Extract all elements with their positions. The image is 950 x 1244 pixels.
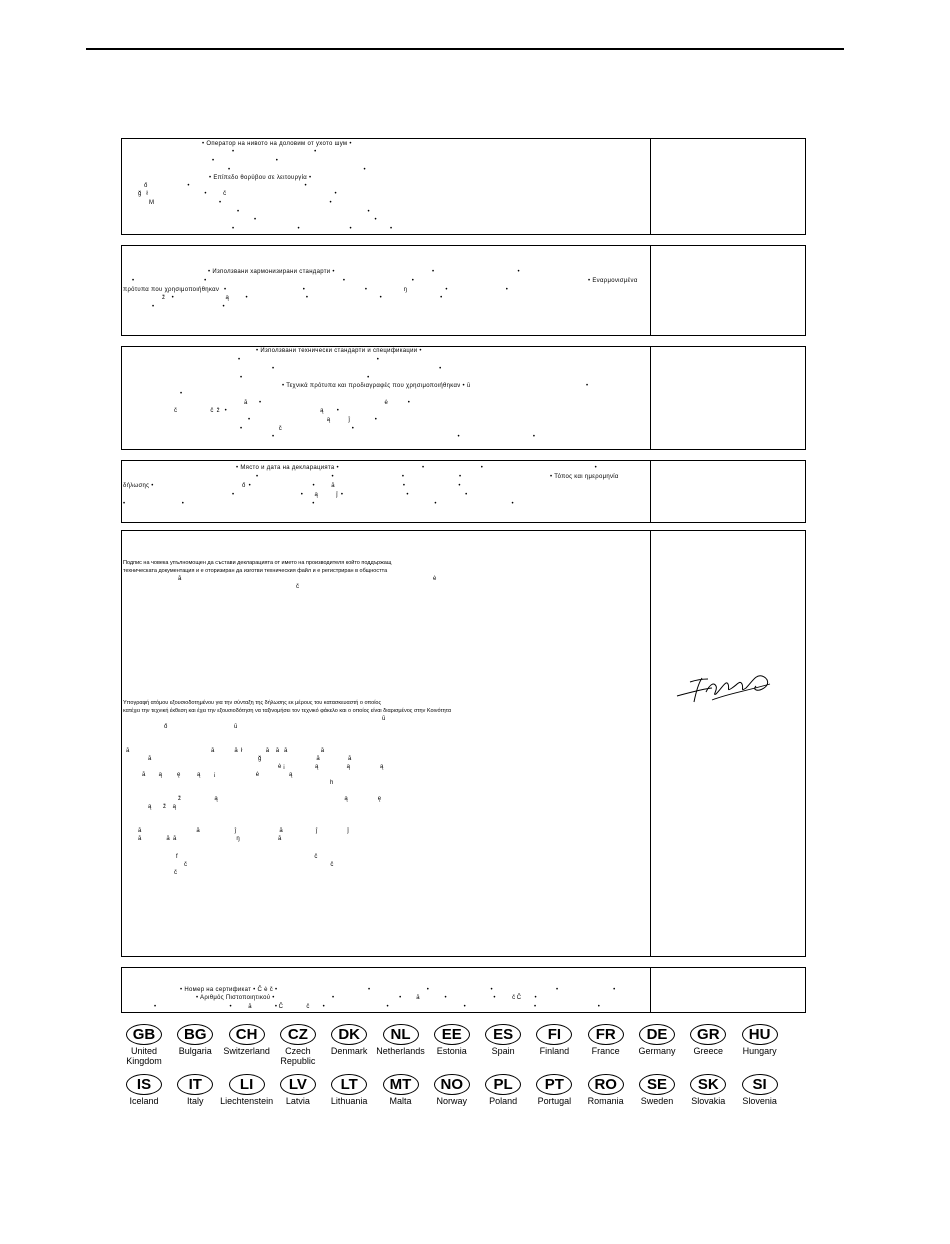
column-divider bbox=[650, 347, 651, 449]
noise-label-bg: Оператор на нивото на доловим от ухото шум bbox=[206, 141, 348, 147]
standards-label-bg: Използвани хармонизирани стандарти bbox=[212, 269, 331, 275]
signature-text-bg-1: Подпис на човека упълномощен да състави декларацията от името на производителя който поддържащ bbox=[123, 560, 392, 566]
country-code-oval: RO bbox=[588, 1074, 624, 1095]
column-divider bbox=[650, 461, 651, 522]
country-code-oval: PT bbox=[536, 1074, 572, 1095]
country-code-oval: SE bbox=[639, 1074, 675, 1095]
glyph-noise: ā ā ĵ ā ĵ ĵ bbox=[138, 828, 349, 834]
country-name: Romania bbox=[587, 1096, 624, 1106]
country-code-oval: SK bbox=[690, 1074, 726, 1095]
glyph-noise: ā ė bbox=[178, 576, 437, 582]
glyph-noise: č č ž • ą • bbox=[174, 408, 339, 414]
country-name: Finland bbox=[539, 1046, 570, 1056]
country-code-oval: NO bbox=[434, 1074, 470, 1095]
tech-section: • Използвани технически стандарти и спецификации • • • • • • • • Τεχνικά πρότυπα και προδιαγραφές που χρησιμοποιήθηκαν • ū • • ā • ė • č č ž • ą • • ą ĵ • • č • • • • bbox=[121, 346, 806, 450]
glyph-noise: • • • bbox=[422, 465, 597, 471]
cert-label-el: Αριθμός Πιστοποιητικού bbox=[200, 995, 271, 1001]
country-name: France bbox=[591, 1046, 620, 1056]
place-label-bg: Място и дата на декларацията bbox=[240, 465, 335, 471]
glyph-noise: ā ā ā ł ā ā ā ā bbox=[126, 748, 325, 754]
country-name: Iceland bbox=[129, 1096, 159, 1106]
country-name: Spain bbox=[491, 1046, 515, 1056]
country-code-oval: LI bbox=[229, 1074, 265, 1095]
country-name: Bulgaria bbox=[178, 1046, 212, 1056]
place-section: • Място и дата на декларацията • • • • • • • • • Τόπος και ημερομηνία δήλωσης • ő • • ā • • • • ą ĵ • • • • • • • • bbox=[121, 460, 806, 523]
glyph-noise: • • ā • Č č • • • • • bbox=[154, 1004, 600, 1010]
country-name: Poland bbox=[489, 1096, 518, 1106]
country-code-oval: IT bbox=[177, 1074, 213, 1095]
country-code-oval: SI bbox=[742, 1074, 778, 1095]
country-name: Liechtenstein bbox=[220, 1096, 274, 1106]
country-code-oval: IS bbox=[126, 1074, 162, 1095]
column-divider bbox=[650, 968, 651, 1012]
country-code-oval: FR bbox=[588, 1024, 624, 1045]
standards-label-el-cont: πρότυπα που χρησιμοποιήθηκαν bbox=[123, 287, 220, 293]
glyph-noise: č bbox=[174, 870, 177, 876]
country-name: Denmark bbox=[330, 1046, 368, 1056]
country-name: Czech Republic bbox=[280, 1046, 316, 1066]
glyph-noise: • • • • • bbox=[368, 987, 616, 993]
glyph-noise: • • • • bbox=[132, 278, 414, 284]
glyph-noise: • bbox=[586, 383, 589, 389]
glyph-noise: • • ą ĵ • • • bbox=[232, 492, 468, 498]
glyph-noise: • ą ĵ • bbox=[248, 417, 377, 423]
glyph-noise: ė ¡ ą ą ą bbox=[278, 764, 384, 770]
country-name: Switzerland bbox=[223, 1046, 270, 1056]
cert-label-bg: Номер на сертификат bbox=[184, 987, 252, 993]
glyph-noise: ğ ł • č • bbox=[138, 191, 337, 197]
standards-label-el: Εναρμονισμένα bbox=[592, 278, 638, 284]
glyph-noise: • • bbox=[272, 366, 442, 372]
glyph-noise: • • • bbox=[272, 434, 536, 440]
country-name: Slovakia bbox=[691, 1096, 726, 1106]
country-name: Sweden bbox=[640, 1096, 674, 1106]
glyph-noise: • • bbox=[228, 167, 366, 173]
country-name: Estonia bbox=[436, 1046, 467, 1056]
country-name: Slovenia bbox=[742, 1096, 777, 1106]
glyph-noise: • • bbox=[237, 209, 370, 215]
glyph-noise: ž ą ą ę bbox=[178, 796, 382, 802]
glyph-noise: • • bbox=[238, 357, 379, 363]
glyph-noise: ő ū bbox=[164, 724, 238, 730]
country-name: Latvia bbox=[285, 1096, 310, 1106]
country-code-oval: HU bbox=[742, 1024, 778, 1045]
glyph-noise: ā ā ā ŋ ā bbox=[138, 836, 282, 842]
country-code-oval: FI bbox=[536, 1024, 572, 1045]
tech-label-bg: Използвани технически стандарти и спецификации bbox=[260, 348, 418, 354]
glyph-noise: • • • • • bbox=[123, 501, 514, 507]
glyph-noise: • • bbox=[240, 375, 370, 381]
glyph-noise: • • bbox=[432, 269, 520, 275]
glyph-noise: • • bbox=[212, 158, 278, 164]
country-name: United Kingdom bbox=[126, 1046, 162, 1066]
country-code-oval: CZ bbox=[280, 1024, 316, 1045]
place-label-el-cont: δήλωσης bbox=[123, 483, 150, 489]
tech-label-el: Τεχνικά πρότυπα και προδιαγραφές που χρησιμοποιήθηκαν bbox=[286, 383, 461, 389]
country-code-oval: GB bbox=[126, 1024, 162, 1045]
cert-section: • Номер на сертификат • Č ė č • • • • • • • Αριθμός Πιστοποιητικού • • • ā • • č Č • • • ā • Č č • • • • • bbox=[121, 967, 806, 1013]
signature-text-el-2: κατέχει την τεχνική έκθεση και έχει την εξουσιοδότηση να ταξινομήσει τον τεχνικό φάκελο και ο οποίος είναι διαρισμένος στην Κοινότητα bbox=[123, 708, 452, 714]
glyph-noise: • • • • bbox=[232, 226, 393, 232]
place-label-el: Τόπος και ημερομηνία bbox=[554, 474, 619, 480]
glyph-noise: ā ą ę ą ¡ ė ą bbox=[142, 772, 293, 778]
glyph-noise: • • bbox=[232, 149, 317, 155]
signature-section bbox=[121, 530, 806, 957]
column-divider bbox=[650, 531, 651, 956]
signature-text-bg-2: техническата документация и е оторизиран да изготви техническия файл и е регистриран в общността bbox=[123, 568, 388, 574]
column-divider bbox=[650, 246, 651, 335]
noise-section: • Оператор на нивото на доловим от ухото шум • • • • • • • • Επίπεδο θορύβου σε λειτουργία • ő • • ğ ł • č • M • • • • • • • • • • bbox=[121, 138, 806, 235]
country-name: Netherlands bbox=[376, 1046, 425, 1056]
country-name: Norway bbox=[436, 1096, 468, 1106]
standards-section: • Използвани хармонизирани стандарти • • • • • • • • Εναρμονισμένα πρότυπα που χρησιμοποιήθηκαν • • • ŋ • • ž • ą • • • • • • bbox=[121, 245, 806, 336]
country-name: Portugal bbox=[537, 1096, 572, 1106]
glyph-noise: č bbox=[296, 584, 299, 590]
column-divider bbox=[650, 139, 651, 234]
country-code-oval: BG bbox=[177, 1024, 213, 1045]
country-code-oval: PL bbox=[485, 1074, 521, 1095]
glyph-noise: f č bbox=[176, 854, 318, 860]
header-rule bbox=[86, 48, 844, 50]
country-code-oval: ES bbox=[485, 1024, 521, 1045]
glyph-noise: • bbox=[180, 391, 183, 397]
glyph-noise: M • • bbox=[149, 200, 332, 206]
country-name: Italy bbox=[187, 1096, 204, 1106]
glyph-noise: • č • bbox=[240, 426, 354, 432]
country-code-oval: DE bbox=[639, 1024, 675, 1045]
glyph-noise: • • • • bbox=[256, 474, 462, 480]
glyph-noise: • • • ŋ • • bbox=[224, 287, 508, 293]
country-name: Germany bbox=[638, 1046, 676, 1056]
glyph-noise: ą ž ą bbox=[148, 804, 177, 810]
country-badge-si bbox=[730, 1074, 790, 1106]
glyph-noise: ā ğ ā ā bbox=[148, 756, 352, 762]
country-name: Lithuania bbox=[330, 1096, 368, 1106]
country-badge-hu bbox=[730, 1024, 790, 1056]
handwritten-signature bbox=[672, 662, 777, 710]
glyph-noise: ū bbox=[382, 716, 386, 722]
glyph-noise: ő • • bbox=[144, 183, 307, 189]
country-code-oval: NL bbox=[383, 1024, 419, 1045]
country-code-oval: MT bbox=[383, 1074, 419, 1095]
glyph-noise: • • ā • • č Č • bbox=[332, 995, 537, 1001]
country-name: Greece bbox=[693, 1046, 724, 1056]
country-code-oval: LT bbox=[331, 1074, 367, 1095]
glyph-noise: č č bbox=[184, 862, 334, 868]
glyph-noise: • • bbox=[254, 217, 377, 223]
glyph-noise: h bbox=[330, 780, 334, 786]
country-code-oval: EE bbox=[434, 1024, 470, 1045]
glyph-noise: ž • ą • • • • bbox=[162, 295, 443, 301]
country-code-oval: CH bbox=[229, 1024, 265, 1045]
glyph-noise: ő • • ā • • bbox=[242, 483, 461, 489]
country-name: Malta bbox=[389, 1096, 412, 1106]
noise-label-el: Επίπεδο θορύβου σε λειτουργία bbox=[213, 175, 307, 181]
country-code-oval: GR bbox=[690, 1024, 726, 1045]
glyph-noise: ā • ė • bbox=[244, 400, 410, 406]
glyph-noise: • • bbox=[152, 304, 225, 310]
signature-text-el-1: Υπογραφή ατόμου εξουσιοδοτημένου για την σύνταξη της δήλωσης εκ μέρους του κατασκευαστή ο οποίος bbox=[123, 700, 382, 706]
country-name: Hungary bbox=[742, 1046, 777, 1056]
country-code-oval: DK bbox=[331, 1024, 367, 1045]
country-code-oval: LV bbox=[280, 1074, 316, 1095]
